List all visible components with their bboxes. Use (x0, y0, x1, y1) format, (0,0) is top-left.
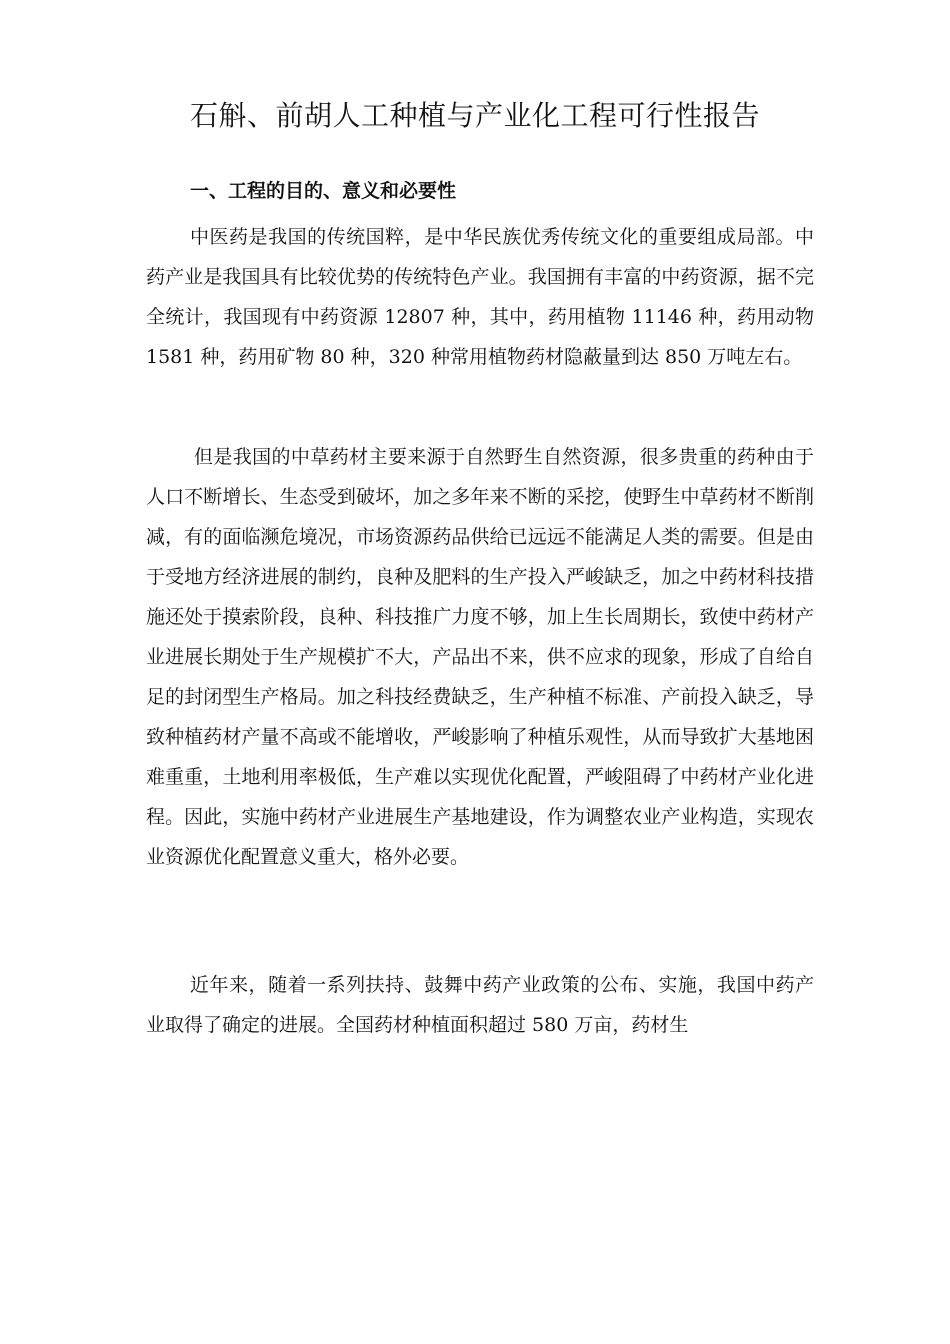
paragraph-2: 但是我国的中草药材主要来源于自然野生自然资源，很多贵重的药种由于人口不断增长、生态受到破坏，加之多年来不断的采挖，使野生中草药材不断削减，有的面临濒危境况，市场资源药品供给已远远不能满足人类的需要。但是由于受地方经济进展的制约，良种及肥料的生产投入严峻缺乏，加之中药材科技措施还处于摸索阶段，良种、科技推广力度不够，加上生长周期长，致使中药材产业进展长期处于生产规模扩不大，产品出不来，供不应求的现象，形成了自给自足的封闭型生产格局。加之科技经费缺乏，生产种植不标准、产前投入缺乏，导致种植药材产量不高或不能增收，严峻影响了种植乐观性，从而导致扩大基地困难重重，土地利用率极低，生产难以实现优化配置，严峻阻碍了中药材产业化进程。因此，实施中药材产业进展生产基地建设，作为调整农业产业构造，实现农业资源优化配置意义重大，格外必要。 (146, 446, 814, 868)
paragraph-1: 中医药是我国的传统国粹，是中华民族优秀传统文化的重要组成局部。中药产业是我国具有比较优势的传统特色产业。我国拥有丰富的中药资源，据不完全统计，我国现有中药资源 12807 种，其中，药用植物 11146 种，药用动物 1581 种，药用矿物 80 种，320 种常用植物药材隐蔽量到达 850 万吨左右。 (146, 226, 814, 368)
section-heading: 一、工程的目的、意义和必要性 (190, 180, 457, 202)
document-title: 石斛、前胡人工种植与产业化工程可行性报告 (189, 99, 760, 132)
paragraph-3: 近年来，随着一系列扶持、鼓舞中药产业政策的公布、实施，我国中药产业取得了确定的进展。全国药材种植面积超过 580 万亩，药材生 (146, 974, 814, 1036)
